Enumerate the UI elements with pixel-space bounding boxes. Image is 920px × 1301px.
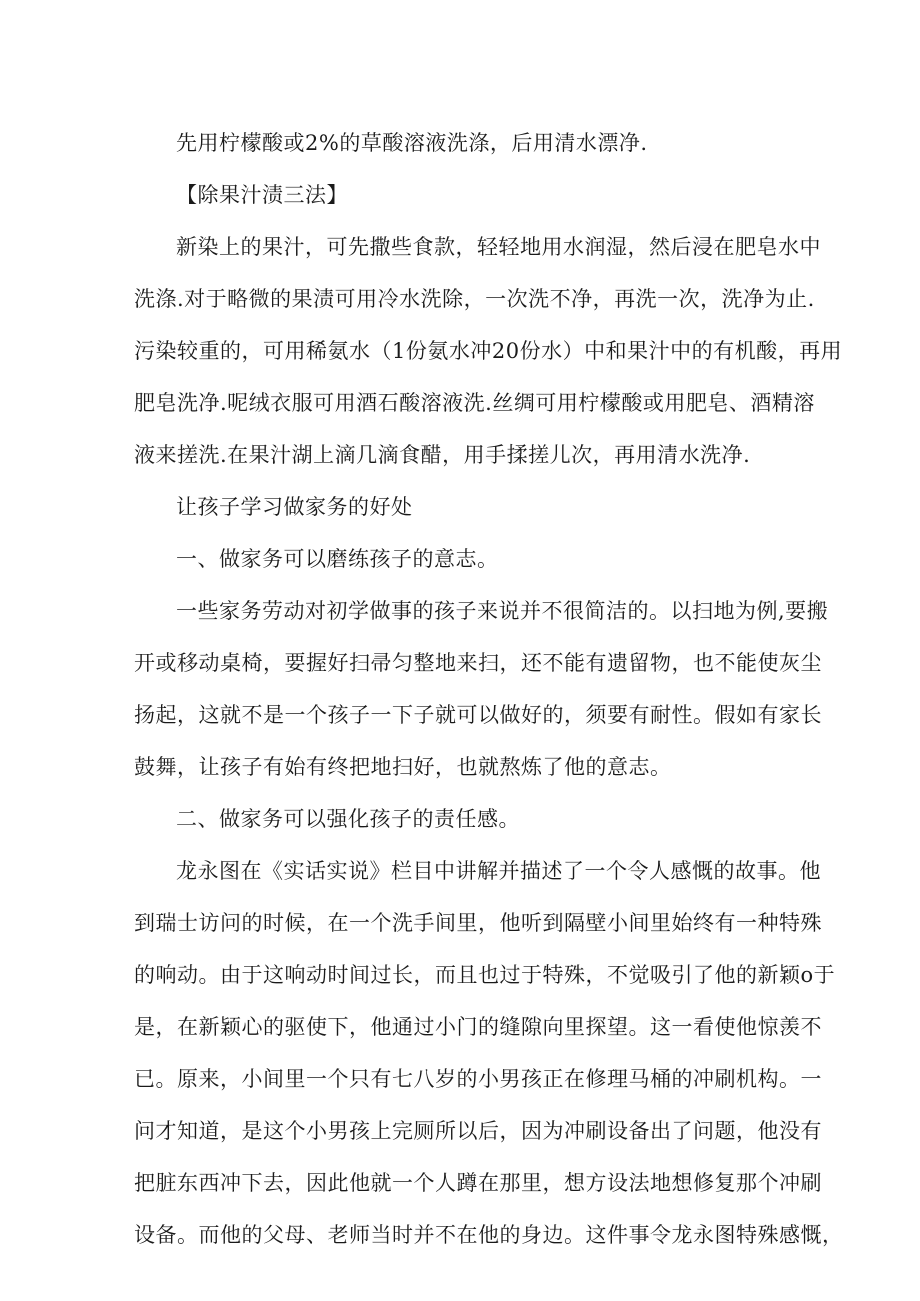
section-heading: 让孩子学习做家务的好处 (176, 495, 413, 519)
paragraph-line: 龙永图在《实话实说》栏目中讲解并描述了一个令人感慨的故事。他 (176, 859, 821, 883)
paragraph-line: 已。原来，小间里一个只有七八岁的小男孩正在修理马桶的冲刷机构。一 (134, 1067, 822, 1091)
paragraph-line: 肥皂洗净.呢绒衣服可用酒石酸溶液洗.丝绸可用柠檬酸或用肥皂、酒精溶 (134, 391, 815, 415)
paragraph-line: 污染较重的，可用稀氨水（1份氨水冲20份水）中和果汁中的有机酸，再用 (134, 339, 843, 363)
paragraph-line: 是，在新颖心的驱使下，他通过小门的缝隙向里探望。这一看使他惊羡不 (134, 1015, 822, 1039)
paragraph-line: 新染上的果汁，可先撒些食款，轻轻地用水润湿，然后浸在肥皂水中 (176, 235, 821, 259)
paragraph-line: 扬起，这就不是一个孩子一下子就可以做好的，须要有耐性。假如有家长 (134, 703, 822, 727)
paragraph-line: 到瑞士访问的时候，在一个洗手间里，他听到隔壁小间里始终有一种特殊 (134, 911, 822, 935)
paragraph-line: 一些家务劳动对初学做事的孩子来说并不很简洁的。以扫地为例,要搬 (176, 599, 829, 623)
paragraph-line: 鼓舞，让孩子有始有终把地扫好，也就熬炼了他的意志。 (134, 755, 672, 779)
paragraph-line: 的响动。由于这响动时间过长，而且也过于特殊，不觉吸引了他的新颖o于 (134, 963, 836, 987)
paragraph-line: 液来搓洗.在果汁湖上滴几滴食醋，用手揉搓儿次，再用清水洗净. (134, 443, 751, 467)
subsection-heading: 一、做家务可以磨练孩子的意志。 (176, 547, 499, 571)
paragraph-line: 把脏东西冲下去，因此他就一个人蹲在那里，想方设法地想修复那个冲刷 (134, 1171, 822, 1195)
paragraph-line: 开或移动桌椅，要握好扫帚匀整地来扫，还不能有遗留物，也不能使灰尘 (134, 651, 822, 675)
paragraph-line: 先用柠檬酸或2%的草酸溶液洗涤，后用清水漂净. (176, 131, 648, 155)
paragraph-line: 问才知道，是这个小男孩上完厕所以后，因为冲刷设备出了问题，他没有 (134, 1119, 822, 1143)
document-body (134, 117, 844, 1261)
section-heading: 【除果汁渍三法】 (176, 183, 348, 207)
paragraph-line: 设备。而他的父母、老师当时并不在他的身边。这件事令龙永图特殊感慨， (134, 1223, 844, 1247)
paragraph-line: 洗涤.对于略微的果渍可用冷水洗除，一次洗不净，再洗一次，洗净为止. (134, 287, 815, 311)
subsection-heading: 二、做家务可以强化孩子的责任感。 (176, 807, 520, 831)
